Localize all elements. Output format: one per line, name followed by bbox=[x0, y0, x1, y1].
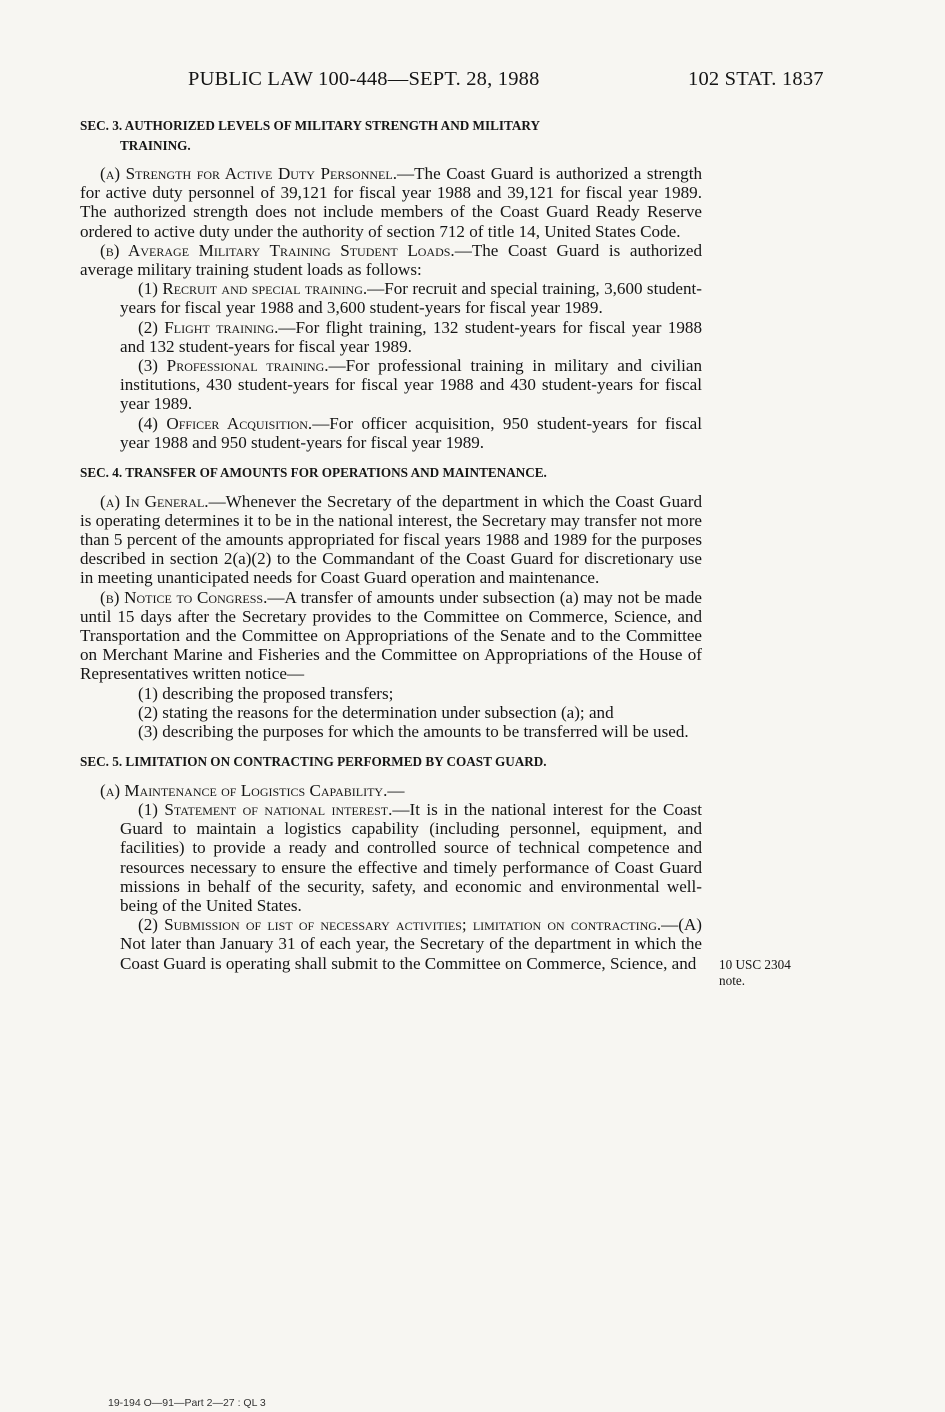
subsection-text: —Whenever the Secretary of the department in which the Coast Guard is operating determines it to be in the national interest, the Secretary may transfer not more than 5 percent of the amounts appropriated for fiscal years 1988 and 1989 for the purposes described in section 2(a)(2) to the Commandant of the Coast Guard for discretionary use in meeting unanticipated needs for Coast Guard operation and maintenance. bbox=[80, 491, 703, 588]
section-3-heading-line2: TRAINING. bbox=[120, 137, 191, 153]
section-5-subsection-a bbox=[80, 781, 702, 800]
section-3-subsection-a bbox=[80, 164, 702, 241]
subsection-text: —The Coast Guard is authorized a strength for active duty personnel of 39,121 for fiscal year 1988 and 39,121 for fiscal year 1989. The authorized strength does not include members of the Coast Guard Ready Reserve ordered to active duty under the authority of section 712 of title 14, United States Code. bbox=[80, 164, 702, 241]
section-3-item-4 bbox=[80, 414, 702, 452]
running-head-title: PUBLIC LAW 100-448—SEPT. 28, 1988 bbox=[188, 68, 540, 90]
margin-note-line2: note. bbox=[719, 973, 746, 988]
item-label: (2) Submission of list of necessary activities; limitation on contracting. bbox=[138, 915, 662, 935]
subsection-label: (b) Average Military Training Student Loads. bbox=[100, 240, 455, 260]
section-4-item-3: (3) describing the purposes for which the amounts to be transferred will be used. bbox=[138, 721, 689, 741]
section-3-heading-line1: SEC. 3. AUTHORIZED LEVELS OF MILITARY STRENGTH AND MILITARY bbox=[80, 118, 540, 133]
subsection-dash: — bbox=[387, 780, 405, 800]
section-5-item-2 bbox=[80, 915, 702, 973]
section-5-item-1 bbox=[80, 800, 702, 915]
subsection-text: —A transfer of amounts under subsection (a) may not be made until 15 days after the Secretary provides to the Committee on Commerce, Science, and Transportation and the Committee on Appropriations of the Senate and to the Committee on Merchant Marine and Fisheries and the Committee on Appropriations of the House of Representatives written notice— bbox=[80, 587, 703, 684]
subsection-label: (a) In General. bbox=[100, 491, 209, 511]
print-job-footer: 19-194 O—91—Part 2—27 : QL 3 bbox=[108, 1397, 266, 1409]
subsection-text: —The Coast Guard is authorized average military training student loads as follows: bbox=[80, 240, 702, 280]
section-3-subsection-b bbox=[80, 241, 702, 279]
subsection-label: (b) Notice to Congress. bbox=[100, 587, 268, 607]
item-label: (1) Recruit and special training. bbox=[138, 279, 368, 299]
statute-page-number: 102 STAT. 1837 bbox=[688, 68, 824, 90]
item-text: —For recruit and special training, 3,600 student-years for fiscal year 1988 and 3,600 student-years for fiscal year 1989. bbox=[120, 279, 702, 318]
item-text: —It is in the national interest for the Coast Guard to maintain a logistics capability (including personnel, equipment, and facilities) to provide a ready and controlled source of technical competence and resources necessary to ensure the effective and timely performance of Coast Guard missions in behalf of the security, safety, and economic and environmental well-being of the United States. bbox=[120, 799, 702, 915]
section-5-heading: SEC. 5. LIMITATION ON CONTRACTING PERFORMED BY COAST GUARD. bbox=[80, 754, 547, 770]
item-text: —(A) Not later than January 31 of each year, the Secretary of the department in which the Coast Guard is operating shall submit to the Committee on Commerce, Science, and bbox=[120, 915, 702, 973]
section-4-heading: SEC. 4. TRANSFER OF AMOUNTS FOR OPERATIONS AND MAINTENANCE. bbox=[80, 465, 547, 481]
subsection-label: (a) Strength for Active Duty Personnel. bbox=[100, 164, 397, 183]
item-label: (2) Flight training. bbox=[138, 317, 279, 337]
item-text: —For officer acquisition, 950 student-years for fiscal year 1988 and 950 student-years for fiscal year 1989. bbox=[120, 413, 702, 452]
section-3-item-1 bbox=[80, 279, 702, 317]
item-label: (3) Professional training. bbox=[138, 356, 329, 376]
item-text: —For flight training, 132 student-years for fiscal year 1988 and 132 student-years for fiscal year 1989. bbox=[120, 317, 702, 356]
section-4-item-2: (2) stating the reasons for the determination under subsection (a); and bbox=[138, 702, 614, 722]
section-4-subsection-b bbox=[80, 588, 702, 684]
item-text: —For professional training in military and civilian institutions, 430 student-years for fiscal year 1988 and 430 student-years for fiscal year 1989. bbox=[120, 356, 702, 414]
section-3-item-2 bbox=[80, 318, 702, 356]
item-label: (4) Officer Acquisition. bbox=[138, 413, 313, 433]
section-4-item-1: (1) describing the proposed transfers; bbox=[138, 683, 394, 703]
section-3-item-3 bbox=[80, 356, 702, 414]
running-head bbox=[0, 68, 945, 96]
subsection-label: (a) Maintenance of Logistics Capability. bbox=[100, 780, 388, 800]
margin-note-line1: 10 USC 2304 bbox=[719, 957, 791, 972]
item-label: (1) Statement of national interest. bbox=[138, 799, 393, 819]
margin-citation-note bbox=[719, 957, 839, 989]
main-text-column bbox=[80, 116, 702, 973]
section-4-subsection-a bbox=[80, 492, 702, 588]
section-3-heading bbox=[80, 116, 702, 155]
